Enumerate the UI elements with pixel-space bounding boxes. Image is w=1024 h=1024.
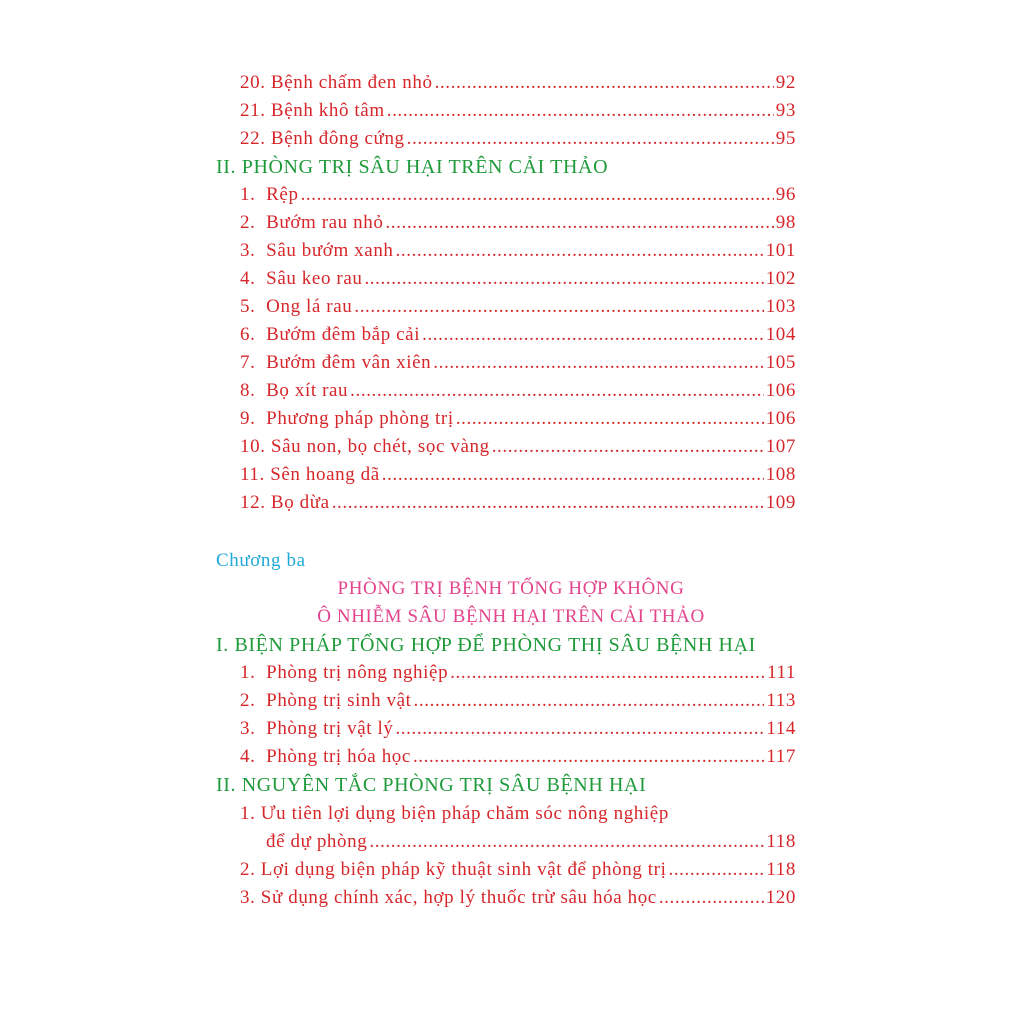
toc-entry-page: 96	[775, 184, 796, 205]
leader-dots	[354, 296, 763, 318]
toc-entry-title: Bệnh đông cứng	[270, 128, 405, 149]
leader-dots	[422, 324, 764, 346]
toc-entry	[240, 184, 796, 206]
leader-dots	[668, 859, 764, 881]
toc-entry-title: 3. Sử dụng chính xác, hợp lý thuốc trừ sâu hóa học	[240, 887, 657, 908]
section-heading-integrated-measures: I. BIỆN PHÁP TỔNG HỢP ĐỂ PHÒNG THỊ SÂU BỆNH HẠI	[216, 634, 756, 656]
toc-entry-number: 2.	[240, 690, 256, 711]
leader-dots	[332, 492, 764, 514]
toc-entry	[240, 859, 796, 881]
chapter-label: Chương ba	[216, 550, 306, 571]
leader-dots	[369, 831, 764, 853]
toc-entry-title: để dự phòng	[266, 831, 368, 852]
chapter-title-line-2: Ô NHIỄM SÂU BỆNH HẠI TRÊN CẢI THẢO	[317, 606, 705, 627]
toc-entry-number: 7.	[240, 352, 256, 373]
toc-entry-title: Bọ xít rau	[266, 380, 349, 401]
leader-dots	[350, 380, 764, 402]
section-heading-pests: II. PHÒNG TRỊ SÂU HẠI TRÊN CẢI THẢO	[216, 156, 609, 178]
chapter-title-line-1: PHÒNG TRỊ BỆNH TỔNG HỢP KHÔNG	[337, 578, 685, 599]
toc-entry	[240, 352, 796, 374]
toc-entry-number: 21.	[240, 100, 266, 121]
toc-entry-title: Sâu keo rau	[266, 268, 363, 289]
toc-entry-number: 10.	[240, 436, 266, 457]
toc-entry-page: 92	[775, 72, 796, 93]
toc-entry	[240, 492, 796, 514]
toc-entry-page: 103	[765, 296, 796, 317]
leader-dots	[659, 887, 764, 909]
leader-dots	[395, 718, 764, 740]
toc-entry-number: 8.	[240, 380, 256, 401]
toc-entry-page: 117	[766, 746, 796, 767]
toc-entry-page: 98	[775, 212, 796, 233]
toc-entry	[240, 380, 796, 402]
toc-entry-page: 114	[766, 718, 796, 739]
leader-dots	[382, 464, 764, 486]
toc-entry-title: Sâu non, bọ chét, sọc vàng	[270, 436, 490, 457]
toc-entry-number: 4.	[240, 268, 256, 289]
toc-entry-title: Sên hoang dã	[270, 464, 380, 485]
toc-entry-title: Bướm đêm bắp cải	[266, 324, 421, 345]
toc-entry-number: 3.	[240, 240, 256, 261]
toc-entry-title: Bướm đêm vân xiên	[266, 352, 432, 373]
toc-entry-title: Phòng trị sinh vật	[266, 690, 412, 711]
toc-entry-number: 2.	[240, 212, 256, 233]
leader-dots	[456, 408, 764, 430]
toc-entry-20	[240, 72, 796, 94]
section-heading-principles: II. NGUYÊN TẮC PHÒNG TRỊ SÂU BỆNH HẠI	[216, 774, 647, 796]
toc-entry-page: 107	[765, 436, 796, 457]
toc-entry-title: Sâu bướm xanh	[266, 240, 394, 261]
toc-entry	[240, 887, 796, 909]
toc-entry-title: Rệp	[266, 184, 299, 205]
toc-entry-page: 105	[765, 352, 796, 373]
leader-dots	[435, 72, 774, 94]
toc-entry-title: Bệnh khô tâm	[270, 100, 385, 121]
toc-entry-title: Phương pháp phòng trị	[266, 408, 454, 429]
toc-entry-21	[240, 100, 796, 122]
toc-entry-title: Phòng trị nông nghiệp	[266, 662, 449, 683]
leader-dots	[407, 128, 774, 150]
toc-entry-title: Phòng trị hóa học	[266, 746, 411, 767]
toc-entry-22	[240, 128, 796, 150]
toc-entry-page: 95	[775, 128, 796, 149]
leader-dots	[301, 184, 774, 206]
toc-entry-number: 11.	[240, 464, 265, 485]
toc-entry-page: 109	[765, 492, 796, 513]
toc-entry	[240, 324, 796, 346]
leader-dots	[387, 100, 774, 122]
toc-entry-page: 93	[775, 100, 796, 121]
toc-entry-number: 1.	[240, 184, 256, 205]
leader-dots	[414, 690, 765, 712]
toc-entry-title: Bướm rau nhỏ	[266, 212, 384, 233]
toc-entry	[240, 240, 796, 262]
toc-entry-title: Bệnh chấm đen nhỏ	[270, 72, 433, 93]
toc-entry-page: 101	[765, 240, 796, 261]
leader-dots	[396, 240, 764, 262]
toc-entry-number: 20.	[240, 72, 266, 93]
toc-entry	[240, 296, 796, 318]
toc-entry-title: 2. Lợi dụng biện pháp kỹ thuật sinh vật để phòng trị	[240, 859, 667, 880]
toc-entry-multiline-first: 1. Ưu tiên lợi dụng biện pháp chăm sóc nông nghiệp	[240, 803, 669, 824]
toc-entry-page: 102	[765, 268, 796, 289]
toc-entry-page: 111	[767, 662, 796, 683]
toc-entry	[240, 746, 796, 768]
toc-entry-title: Bọ dừa	[270, 492, 330, 513]
toc-entry	[240, 212, 796, 234]
toc-entry-page: 106	[765, 408, 796, 429]
toc-entry-multiline-second	[266, 831, 796, 853]
toc-entry	[240, 436, 796, 458]
toc-entry-number: 6.	[240, 324, 256, 345]
toc-entry-number: 4.	[240, 746, 256, 767]
toc-entry-number: 12.	[240, 492, 266, 513]
toc-entry	[240, 690, 796, 712]
leader-dots	[433, 352, 763, 374]
toc-entry-page: 118	[766, 859, 796, 880]
toc-entry-title: Ong lá rau	[266, 296, 353, 317]
leader-dots	[364, 268, 763, 290]
leader-dots	[492, 436, 764, 458]
toc-entry	[240, 268, 796, 290]
toc-entry-page: 104	[765, 324, 796, 345]
toc-entry	[240, 718, 796, 740]
toc-entry-number: 3.	[240, 718, 256, 739]
toc-entry	[240, 408, 796, 430]
toc-entry-title: Phòng trị vật lý	[266, 718, 394, 739]
toc-entry-page: 113	[766, 690, 796, 711]
toc-entry-number: 22.	[240, 128, 266, 149]
toc-entry-number: 9.	[240, 408, 256, 429]
leader-dots	[450, 662, 765, 684]
leader-dots	[385, 212, 773, 234]
toc-entry	[240, 464, 796, 486]
toc-entry-number: 5.	[240, 296, 256, 317]
toc-entry-page: 118	[766, 831, 796, 852]
toc-entry-number: 1.	[240, 662, 256, 683]
toc-entry-page: 108	[765, 464, 796, 485]
toc-entry	[240, 662, 796, 684]
leader-dots	[413, 746, 764, 768]
toc-entry-page: 106	[765, 380, 796, 401]
toc-entry-page: 120	[765, 887, 796, 908]
